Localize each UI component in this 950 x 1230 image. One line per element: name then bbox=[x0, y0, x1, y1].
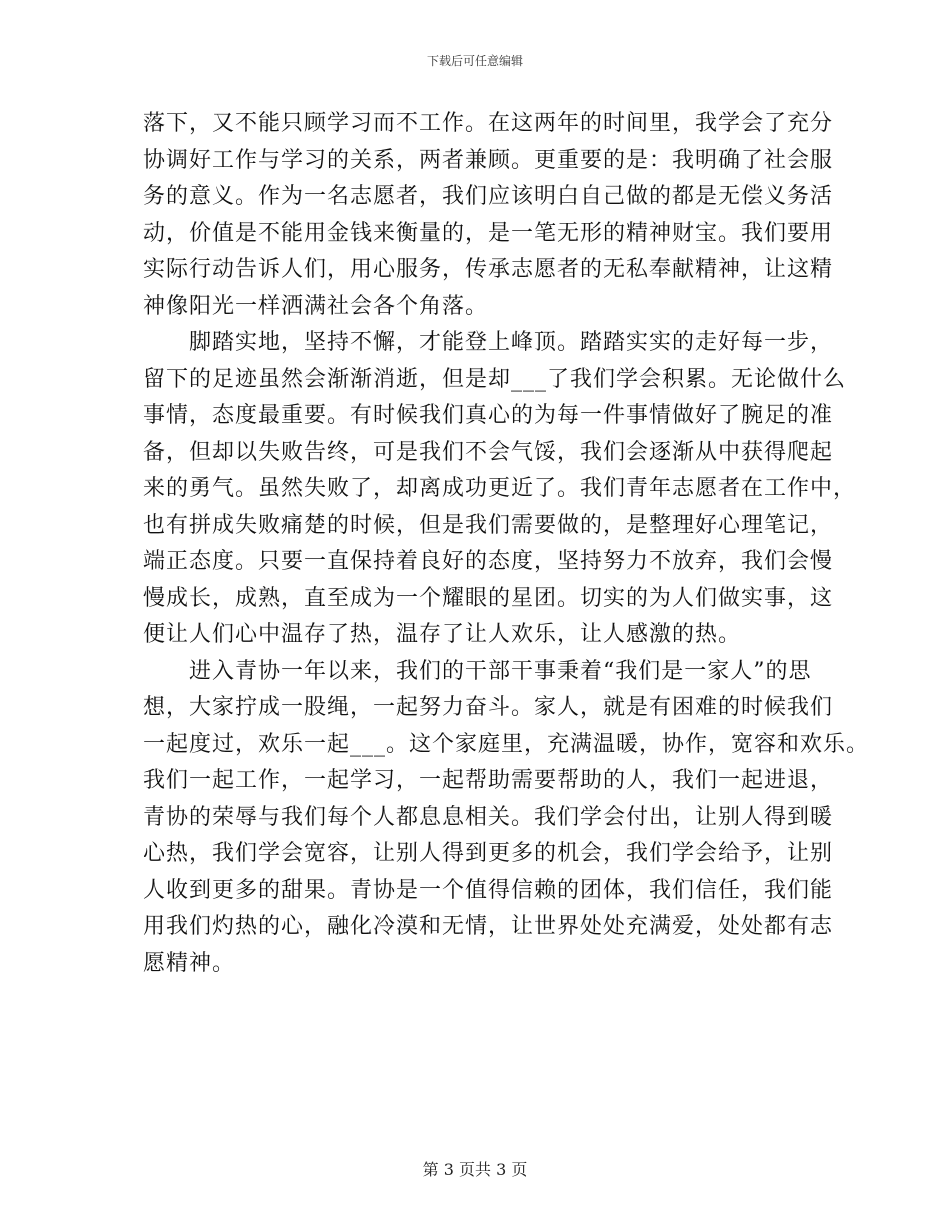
paragraph-start-line: 脚踏实地，坚持不懈，才能登上峰顶。踏踏实实的走好每一步， bbox=[189, 330, 834, 355]
text-line: 神像阳光一样洒满社会各个角落。 bbox=[143, 293, 489, 319]
text-line: 备，但却以失败告终，可是我们不会气馁，我们会逐渐从中获得爬起 bbox=[143, 439, 834, 465]
text-line: 来的勇气。虽然失败了，却离成功更近了。我们青年志愿者在工作中， bbox=[143, 476, 857, 501]
text-line: 人收到更多的甜果。青协是一个值得信赖的团体，我们信任，我们能 bbox=[143, 877, 834, 903]
text-line: 实际行动告诉人们，用心服务，传承志愿者的无私奉献精神，让这精 bbox=[143, 257, 834, 282]
text-line: 慢成长，成熟，直至成为一个耀眼的星团。切实的为人们做实事，这 bbox=[143, 585, 834, 611]
text-line: 事情，态度最重要。有时候我们真心的为每一件事情做好了腕足的准 bbox=[143, 403, 834, 428]
text-line: 留下的足迹虽然会渐渐消逝，但是却___了我们学会积累。无论做什么 bbox=[143, 366, 847, 392]
text-line: 一起度过，欢乐一起___。这个家庭里，充满温暖，协作，宽容和欢乐。 bbox=[143, 731, 870, 757]
text-line: 想，大家拧成一股绳，一起努力奋斗。家人，就是有困难的时候我们 bbox=[143, 695, 834, 720]
text-line: 落下，又不能只顾学习而不工作。在这两年的时间里，我学会了充分 bbox=[143, 111, 834, 136]
text-line: 便让人们心中温存了热，温存了让人欢乐，让人感激的热。 bbox=[143, 622, 742, 647]
text-line: 我们一起工作，一起学习，一起帮助需要帮助的人，我们一起进退， bbox=[143, 768, 834, 793]
text-line: 用我们灼热的心，融化冷漠和无情，让世界处处充满爱，处处都有志 bbox=[143, 914, 834, 939]
text-line: 动，价值是不能用金钱来衡量的，是一笔无形的精神财宝。我们要用 bbox=[143, 220, 834, 246]
page-header: 下载后可任意编辑 bbox=[426, 54, 523, 68]
page-number-footer: 第 3 页共 3 页 bbox=[422, 1160, 528, 1179]
text-line: 端正态度。只要一直保持着良好的态度，坚持努力不放弃，我们会慢 bbox=[143, 549, 834, 574]
text-line: 青协的荣辱与我们每个人都息息相关。我们学会付出，让别人得到暖 bbox=[143, 804, 834, 830]
document-body bbox=[143, 106, 870, 982]
text-line: 心热，我们学会宽容，让别人得到更多的机会，我们学会给予，让别 bbox=[143, 841, 834, 866]
text-line: 务的意义。作为一名志愿者，我们应该明白自己做的都是无偿义务活 bbox=[143, 184, 834, 209]
paragraph-start-line: 进入青协一年以来，我们的干部干事秉着“我们是一家人”的思 bbox=[189, 658, 812, 684]
text-line: 协调好工作与学习的关系，两者兼顾。更重要的是：我明确了社会服 bbox=[143, 147, 834, 173]
text-line: 愿精神。 bbox=[143, 950, 236, 976]
text-line: 也有拼成失败痛楚的时候，但是我们需要做的，是整理好心理笔记， bbox=[143, 512, 834, 538]
